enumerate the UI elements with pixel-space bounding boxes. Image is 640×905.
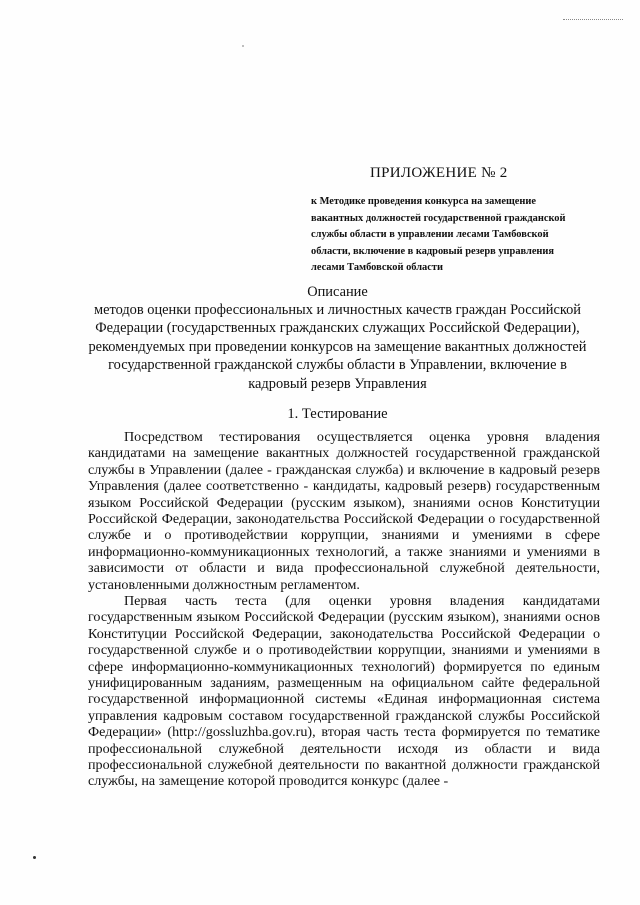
scan-speck [33, 856, 36, 859]
appendix-title: ПРИЛОЖЕНИЕ № 2 [370, 165, 508, 181]
scan-edge-mark [563, 19, 623, 21]
body-paragraph [88, 593, 600, 790]
scan-speck [242, 45, 244, 47]
body-paragraph [88, 429, 600, 593]
description-body: методов оценки профессиональных и личностных качеств граждан Российской Федерации (государственных гражданских служащих Российской Федерации), рекомендуемых при проведении конкурсов на замещение вакантных должностей государственной гражданской службы области в Управлении, включение в кадровый резерв Управления [88, 302, 587, 392]
paragraph-text: Первая часть теста (для оценки уровня владения кандидатами государственным языком Российской Федерации (русским языком), знаниями основ Конституции Российской Федерации, законодательства Российской Федерации о государственной службе и о противодействии коррупции, знаниями и умениями в сфере информационно-коммуникационных технологий) формируется по единым унифицированным заданиям, размещенным на официальном сайте федеральной государственной информационной системы «Единая информационная система управления кадровым составом государственной гражданской службы Российской Федерации» (http://gossluzhba.gov.ru), вторая часть теста формируется по тематике профессиональной служебной деятельности исходя из области и вида профессиональной служебной деятельности по вакантной должности гражданской службы, на замещение которой проводится конкурс (далее - [88, 593, 600, 790]
section-heading: 1. Тестирование [287, 406, 388, 422]
paragraph-text: Посредством тестирования осуществляется оценка уровня владения кандидатами на замещение вакантных должностей государственной гражданской службы в Управлении (далее - гражданская служба) и включение в кадровый резерв Управления (далее соответственно - кандидаты, кадровый резерв) государственным языком Российской Федерации (русским языком), знаниями основ Конституции Российской Федерации, законодательства Российской Федерации о государственной службе и о противодействии коррупции, знаниями и умениями в сфере информационно-коммуникационных технологий, а также знаниями и умениями в зависимости от области и вида профессиональной служебной деятельности, установленными должностным регламентом. [88, 429, 600, 593]
appendix-subtitle: к Методике проведения конкурса на замещение вакантных должностей государственной гражданской службы области в управлении лесами Тамбовской области, включение в кадровый резерв управления лесами Тамбовской области [311, 196, 566, 273]
description-heading: Описание [307, 284, 368, 300]
